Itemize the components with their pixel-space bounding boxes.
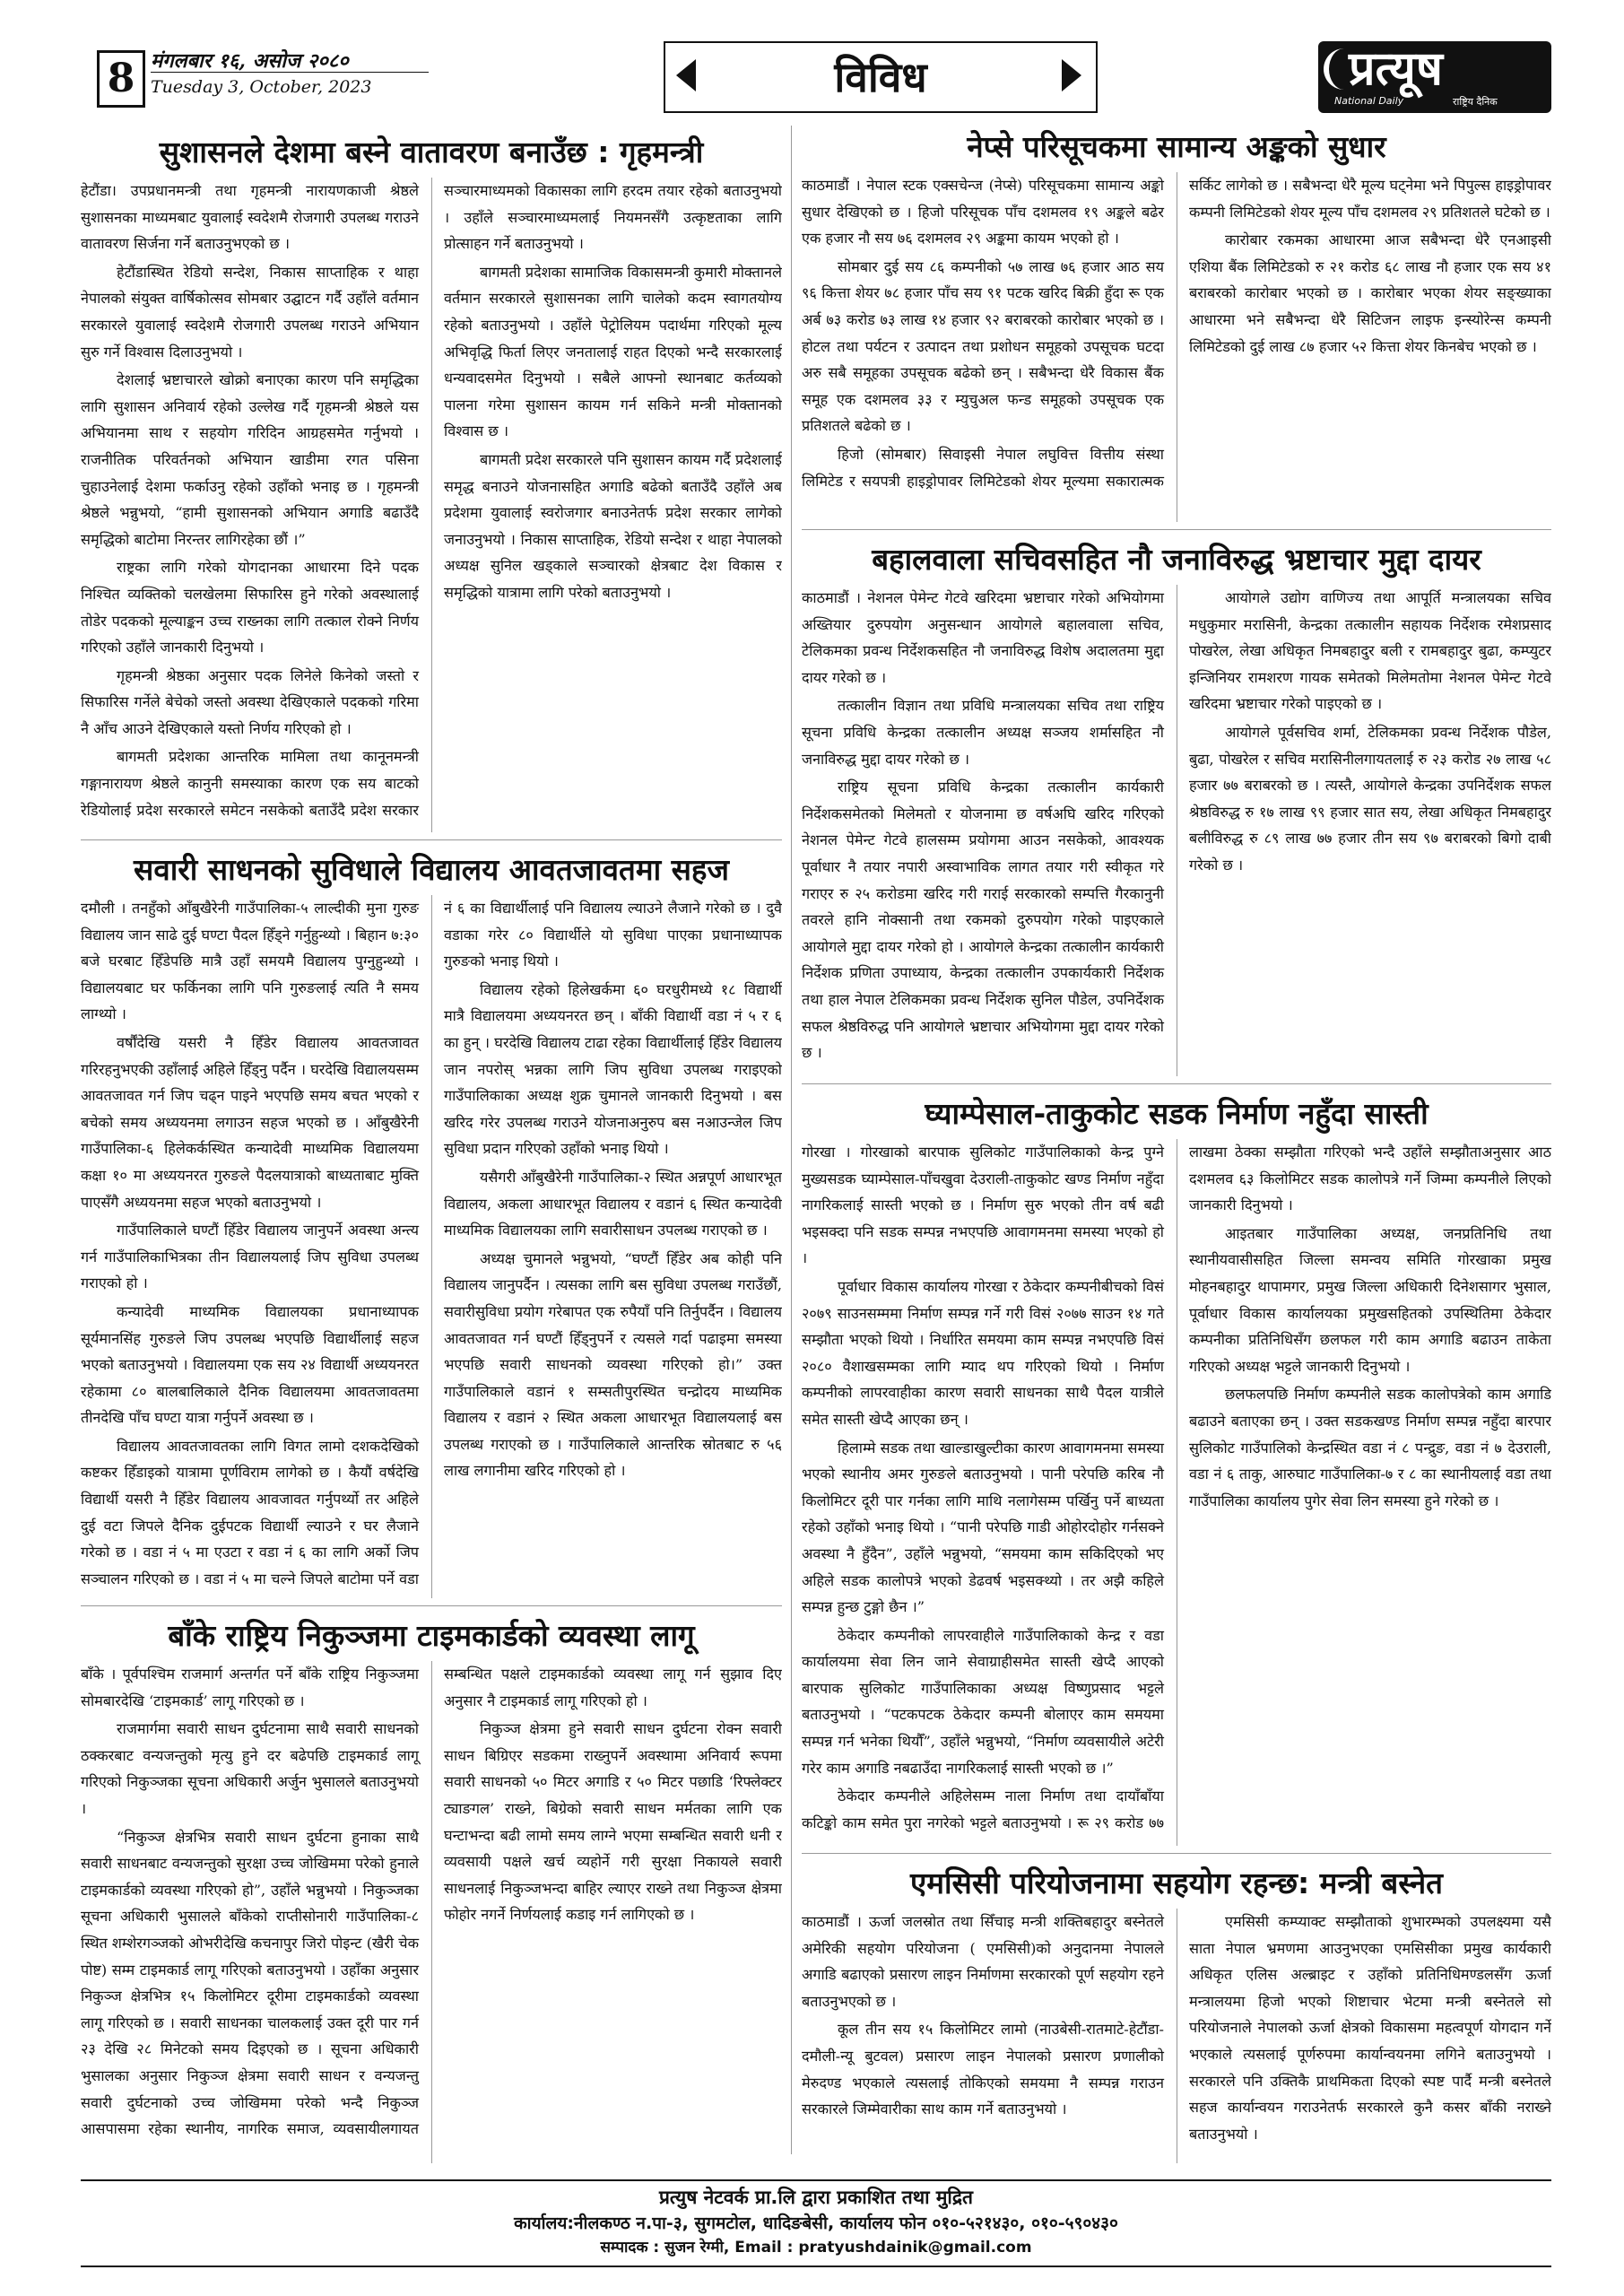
page-number: 8 <box>97 50 145 108</box>
paragraph: तत्कालीन विज्ञान तथा प्रविधि मन्त्रालयका सचिव तथा राष्ट्रिय सूचना प्रविधि केन्द्रका तत्कालीन अध्यक्ष सञ्जय शर्मासहित नौ जनाविरुद्ध मुद्दा दायर गरेको छ । <box>802 697 1164 768</box>
paragraph: दमौली । तनहुँको आँबुखैरेनी गाउँपालिका-५ लाल्दीकी मुना गुरुङ विद्यालय जान साढे दुई घण्टा पैदल हिँड्ने गर्नुहुन्थ्यो । बिहान ७:३० बजे घरबाट हिँडेपछि मात्रै उहाँ समयमै विद्यालय पुग्नुहुन्थ्यो । विद्यालयबाट घर फर्किनका लागि पनि गुरुङलाई त्यति नै समय लाग्थ्यो । <box>81 900 419 1023</box>
article-home-minister <box>81 131 782 832</box>
article-corruption-case <box>802 538 1551 1076</box>
paragraph: गृहमन्त्री श्रेष्ठका अनुसार पदक लिनेले किनेको जस्तो र सिफारिस गर्नेले बेचेको जस्तो अवस्था देखिएकाले पदकको गरिमा नै आँच आउने देखिएकाले यस्तो निर्णय गरिएको हो । <box>81 666 419 737</box>
section-rule <box>81 1605 782 1606</box>
paragraph: अध्यक्ष चुमानले भन्नुभयो, “घण्टौं हिँडेर अब कोही पनि विद्यालय जानुपर्दैन । त्यसका लागि बस सुविधा उपलब्ध गराउँछौं, सवारीसुविधा प्रयोग गरेबापत एक रुपैयाँ पनि तिर्नुपर्दैन । विद्यालय आवतजावत गर्न घण्टौं हिँड्नुपर्ने र त्यसले गर्दा पढाइमा समस्या भएपछि सवारी साधनको व्यवस्था गरिएको हो।” उक्त गाउँपालिकाले वडानं १ सम्सतीपुरस्थित चन्द्रोदय माध्यमिक विद्यालय र वडानं २ स्थित अकला आधारभूत विद्यालयलाई बस उपलब्ध गराएको छ । गाउँपालिकाले आन्तरिक स्रोतबाट रु ५६ लाख लगानीमा खरिद गरिएको हो । <box>444 1249 782 1480</box>
office-line: कार्यालय:नीलकण्ठ न.पा-३, सुगमटोल, धादिङबेसी, कार्यालय फोन ०१०-५२१४३०, ०१०-५९०४३० <box>514 2213 1118 2233</box>
paragraph: हिलाम्मे सडक तथा खाल्डाखुल्टीका कारण आवागमनमा समस्या भएको स्थानीय अमर गुरुङले बताउनुभयो । पानी परेपछि करिब नौ किलोमिटर दूरी पार गर्नका लागि माथि नलागेसम्म पर्खिनु पर्ने बाध्यता रहेको उहाँको भनाइ थियो । “पानी परेपछि गाडी ओहोरदोहोर गर्नसक्ने अवस्था नै हुँदैन”, उहाँले भन्नुभयो, “समयमा काम सकिदिएको भए अहिले सडक कालोपत्रे भएको डेढवर्ष भइसक्थ्यो । तर अझै कहिले सम्पन्न हुन्छ टुङ्गो छैन ।” <box>802 1439 1164 1616</box>
paragraph: बागमती प्रदेशका आन्तरिक मामिला तथा कानूनमन्त्री गङ्गानारायण श्रेष्ठले कानुनी समस्याका कारण एक सय बाटको रेडियोलाई प्रदेश सरकारले समेटन नसकेको बताउँदै प्रदेश सरकार सञ्चारमाध्यमको विकासका लागि हरदम तयार रहेको बताउनुभयो । उहाँले सञ्चारमाध्यमलाई नियमनसँगै उत्कृष्टताका लागि प्रोत्साहन गर्ने बताउनुभयो । <box>81 182 782 819</box>
logo-tag-np: राष्ट्रिय दैनिक <box>1453 96 1498 108</box>
article-school-transport <box>81 848 782 1598</box>
paragraph: देशलाई भ्रष्टाचारले खोक्रो बनाएका कारण पनि समृद्धिका लागि सुशासन अनिवार्य रहेको उल्लेख गर्दै गृहमन्त्री श्रेष्ठले यस अभियानमा साथ र सहयोग गरिदिन आग्रहसमेत गर्नुभयो । राजनीतिक परिवर्तनको अभियान खाडीमा रगत पसिना चुहाउनेलाई देशमा फर्काउनु रहेको उहाँको भनाइ छ । गृहमन्त्री श्रेष्ठले भन्नुभयो, “हामी सुशासनको अभियान अगाडि बढाउँदै समृद्धिको बाटोमा निरन्तर लागिरहेका छौं ।” <box>81 371 419 548</box>
headline: बहालवाला सचिवसहित नौ जनाविरुद्ध भ्रष्टाचार मुद्दा दायर <box>872 542 1481 577</box>
headline: घ्याम्पेसाल-ताकुकोट सडक निर्माण नहुँदा सास्ती <box>925 1096 1429 1131</box>
article-body <box>802 172 1551 522</box>
paragraph: आयोगले पूर्वसचिव शर्मा, टेलिकमका प्रवन्ध निर्देशक पौडेल, बुढा, पोखरेल र सचिव मरासिनीलगायतलाई रु २३ करोड २७ लाख ५८ हजार ७७ बराबरको छ । त्यस्तै, आयोगले केन्द्रका उपनिर्देशक सफल श्रेष्ठविरुद्ध रु १७ लाख ९९ हजार सात सय, लेखा अधिकृत निमबहादुर बलीविरुद्ध रु ८९ लाख ७७ हजार तीन सय ९७ बराबरको बिगो दाबी गरेको छ । <box>1189 723 1551 874</box>
date-english: Tuesday 3, October, 2023 <box>151 77 372 97</box>
article-mcc-project <box>802 1862 1551 2163</box>
paragraph: एमसिसी कम्प्याक्ट सम्झौताको शुभारम्भको उपलक्ष्यमा यसै साता नेपाल भ्रमणमा आउनुभएका एमसिसीका प्रमुख कार्यकारी अधिकृत एलिस अल्ब्राइट र उहाँको प्रतिनिधिमण्डलसँग ऊर्जा मन्त्रालयमा हिजो भएको शिष्टाचार भेटमा मन्त्री बस्नेतले सो परियोजनाले नेपालको ऊर्जा क्षेत्रको विकासमा महत्वपूर्ण योगदान गर्ने भएकाले त्यसलाई पूर्णरुपमा कार्यान्वयनमा लगिने बताउनुभयो । सरकारले पनि उक्तिकै प्राथमिकता दिएको स्पष्ट पार्दै मन्त्री बस्नेतले सहज कार्यान्वयन गराउनेतर्फ सरकारले कुनै कसर बाँकी नराख्ने बताउनुभयो । <box>1189 1913 1551 2143</box>
paragraph: बागमती प्रदेशका सामाजिक विकासमन्त्री कुमारी मोक्तानले वर्तमान सरकारले सुशासनका लागि चालेको कदम स्वागतयोग्य रहेको बताउनुभयो । उहाँले पेट्रोलियम पदार्थमा गरिएको मूल्य अभिवृद्धि फिर्ता लिएर जनतालाई राहत दिएको भन्दै सरकारलाई धन्यवादसमेत दिनुभयो । सबैले आफ्नो स्थानबाट कर्तव्यको पालना गरेमा सुशासन कायम गर्न सकिने मन्त्री मोक्तानको विश्वास छ । <box>444 263 782 440</box>
paragraph: सोमबार दुई सय ८६ कम्पनीको ५७ लाख ७६ हजार आठ सय ९६ कित्ता शेयर ७८ हजार पाँच सय ९१ पटक खरिद बिक्री हुँदा रू एक अर्ब ७३ करोड ७३ लाख १४ हजार ९२ बराबरको कारोबार भएको छ । होटल तथा पर्यटन र उत्पादन तथा प्रशोधन समूहको उपसूचक घटदा अरु सबै समूहका उपसूचक बढेको छन् । सबैभन्दा धेरै विकास बैंक समूह एक दशमलव ३३ र म्युचुअल फन्ड समूहको उपसूचक एक प्रतिशतले बढेको छ । <box>802 257 1164 435</box>
article-nepse-index <box>802 126 1551 522</box>
paragraph: बागमती प्रदेश सरकारले पनि सुशासन कायम गर्दै प्रदेशलाई समृद्ध बनाउने योजनासहित अगाडि बढेको बताउँदै उहाँले अब प्रदेशमा युवालाई स्वरोजगार बनाउनेतर्फ प्रदेश सरकार लागेको जनाउनुभयो । निकास साप्ताहिक, रेडियो सन्देश र थाहा नेपालको अध्यक्ष सुनिल खड्काले सञ्चारको क्षेत्रबाट देश विकास र समृद्धिको यात्रामा लागि परेको बताउनुभयो । <box>444 450 782 601</box>
paragraph: आयोगले उद्योग वाणिज्य तथा आपूर्ति मन्त्रालयका सचिव मधुकुमार मरासिनी, केन्द्रका तत्कालीन सहायक निर्देशक रमेशप्रसाद पोखरेल, लेखा अधिकृत निमबहादुर बली र रामबहादुर बुढा, कम्प्युटर इन्जिनियर रामशरण गायक समेतको मिलेमतोमा नेशनल पेमेन्ट गेटवे खरिदमा भ्रष्टाचार गरेको पाइएको छ । <box>1189 589 1551 713</box>
header-rule <box>151 72 429 73</box>
article-body <box>802 1909 1551 2163</box>
publisher-line: प्रत्युष नेटवर्क प्रा.लि द्वारा प्रकाशित तथा मुद्रित <box>658 2187 973 2208</box>
paragraph: निकुञ्ज क्षेत्रमा हुने सवारी साधन दुर्घटना रोक्न सवारी साधन बिग्रिएर सडकमा राख्नुपर्ने अवस्थामा अनिवार्य रूपमा सवारी साधनको ५० मिटर अगाडि र ५० मिटर पछाडि ‘रिफ्लेक्टर ट्याङगल’ राख्ने, बिग्रेको सवारी साधन मर्मतका लागि एक घन्टाभन्दा बढी लामो समय लाग्ने भएमा सम्बन्धित सवारी धनी र व्यवसायी पक्षले खर्च व्यहोर्ने गरी सुरक्षा निकायले सवारी साधनलाई निकुञ्जभन्दा बाहिर ल्याएर राख्ने तथा निकुञ्ज क्षेत्रमा फोहोर नगर्ने निर्णयलाई कडाइ गर्न लागिएको छ । <box>444 1720 782 1924</box>
date-nepali: मंगलबार १६, असोज २०८० <box>151 49 349 73</box>
paragraph: हेटौंडा। उपप्रधानमन्त्री तथा गृहमन्त्री नारायणकाजी श्रेष्ठले सुशासनका माध्यमबाट युवालाई स्वदेशमै रोजगारी उपलब्ध गराउने वातावरण सिर्जना गर्ने बताउनुभएको छ । <box>81 182 419 253</box>
paragraph: “निकुञ्ज क्षेत्रभित्र सवारी साधन दुर्घटना हुनाका साथै सवारी साधनबाट वन्यजन्तुको सुरक्षा उच्च जोखिममा परेको हुनाले टाइमकार्डको व्यवस्था गरिएको हो”, उहाँले भन्नुभयो । निकुञ्जका सूचना अधिकारी भुसालले बाँकेको राप्तीसोनारी गाउँपालिका-८ स्थित शम्शेरगञ्जको ओभरीदेखि कचनापुर जिरो पोइन्ट (खैरी चेक पोष्ट) सम्म टाइमकार्ड लागू गरिएको बताउनुभयो । उहाँका अनुसार निकुञ्ज क्षेत्रभित्र १५ किलोमिटर दूरीमा टाइमकार्डको व्यवस्था लागू गरिएको छ । सवारी साधनका चालकलाई उक्त दूरी पार गर्न २३ देखि २८ मिनेटको समय दिइएको छ । सूचना अधिकारी भुसालका अनुसार निकुञ्ज क्षेत्रमा सवारी साधन र वन्यजन्तु सवारी दुर्घटनाको उच्च जोखिममा परेको भन्दै निकुञ्ज आसपासमा रहेका स्थानीय, नागरिक समाज, व्यवसायीलगायत सम्बन्धित पक्षले टाइमकार्डको व्यवस्था लागू गर्न सुझाव दिए अनुसार नै टाइमकार्ड लागू गरिएको हो । <box>81 1665 782 2138</box>
paragraph: विद्यालय आवतजावतका लागि विगत लामो दशकदेखिको कष्टकर हिँडाइको यात्रामा पूर्णविराम लागेको छ । कैयौं वर्षदेखि विद्यार्थी यसरी नै हिँडेर विद्यालय आवजावत गर्नुपर्थ्यो तर अहिले दुई वटा जिपले दैनिक दुईपटक विद्यार्थी ल्याउने र घर लैजाने गरेको छ । वडा नं ५ मा एउटा र वडा नं ६ का लागि अर्को जिप सञ्चालन गरिएको छ । वडा नं ५ मा चल्ने जिपले बाटोमा पर्ने वडा नं ६ का विद्यार्थीलाई पनि विद्यालय ल्याउने लैजाने गरेको छ । दुवै वडाका गरेर ८० विद्यार्थीले यो सुविधा पाएका प्रधानाध्यापक गुरुङको भनाइ थियो । <box>81 900 782 1587</box>
paragraph: गाउँपालिकाले घण्टौं हिँडेर विद्यालय जानुपर्ने अवस्था अन्त्य गर्न गाउँपालिकाभित्रका तीन विद्यालयलाई जिप सुविधा उपलब्ध गराएको हो । <box>81 1222 419 1292</box>
paragraph: ठेकेदार कम्पनीको लापरवाहीले गाउँपालिकाको केन्द्र र वडा कार्यालयमा सेवा लिन जाने सेवाग्राहीसमेत सास्ती खेप्दै आएको बारपाक सुलिकोट गाउँपालिकाका अध्यक्ष विष्णुप्रसाद भट्टले बताउनुभयो । “पटकपटक ठेकेदार कम्पनी बोलाएर काम समयमा सम्पन्न गर्न भनेका थियौँ”, उहाँले भन्नुभयो, “निर्माण व्यवसायीले अटेरी गरेर काम अगाडि नबढाउँदा नागरिकलाई सास्ती भएको छ ।” <box>802 1626 1164 1777</box>
paragraph: यसैगरी आँबुखैरेनी गाउँपालिका-२ स्थित अन्नपूर्ण आधारभूत विद्यालय, अकला आधारभूत विद्यालय र वडानं ६ स्थित कन्यादेवी माध्यमिक विद्यालयका लागि सवारीसाधन उपलब्ध गराएको छ । <box>444 1168 782 1239</box>
paragraph: काठमाडौं । नेपाल स्टक एक्सचेन्ज (नेप्से) परिसूचकमा सामान्य अङ्को सुधार देखिएको छ । हिजो परिसूचक पाँच दशमलव १९ अङ्कले बढेर एक हजार नौ सय ७६ दशमलव २९ अङ्कमा कायम भएको हो । <box>802 177 1164 248</box>
paragraph: काठमाडौं । नेशनल पेमेन्ट गेटवे खरिदमा भ्रष्टाचार गरेको अभियोगमा अख्तियार दुरुपयोग अनुसन्धान आयोगले बहालवाला सचिव, टेलिकमका प्रवन्ध निर्देशकसहित नौ जनाविरुद्ध विशेष अदालतमा मुद्दा दायर गरेको छ । <box>802 589 1164 686</box>
section-rule <box>802 529 1551 530</box>
headline: नेप्से परिसूचकमा सामान्य अङ्कको सुधार <box>967 129 1386 164</box>
arrow-left-icon <box>676 59 696 91</box>
paragraph: कूल तीन सय १५ किलोमिटर लामो (नाउबेसी-रातमाटे-हेटौंडा-दमौली-न्यू बुटवल) प्रसारण लाइन नेपालको प्रसारण प्रणालीको मेरुदण्ड भएकाले त्यसलाई तोकिएको समयमा नै सम्पन्न गराउन सरकारले जिम्मेवारीका साथ काम गर्ने बताउनुभयो । <box>802 2021 1164 2118</box>
page-header <box>81 41 1551 118</box>
article-body <box>802 1139 1551 1846</box>
masthead-logo <box>1318 41 1551 113</box>
paragraph: कन्यादेवी माध्यमिक विद्यालयका प्रधानाध्यापक सूर्यमानसिंह गुरुङले जिप उपलब्ध भएपछि विद्यार्थीलाई सहज भएको बताउनुभयो । विद्यालयमा एक सय २४ विद्यार्थी अध्ययनरत रहेकामा ८० बालबालिकाले दैनिक विद्यालयमा आवतजावतमा तीनदेखि पाँच घण्टा यात्रा गर्नुपर्ने अवस्था छ । <box>81 1302 419 1427</box>
paragraph: राजमार्गमा सवारी साधन दुर्घटनामा साथै सवारी साधनको ठक्करबाट वन्यजन्तुको मृत्यु हुने दर बढेपछि टाइमकार्ड लागू गरिएको निकुञ्जका सूचना अधिकारी अर्जुन भुसालले बताउनुभयो । <box>81 1720 419 1817</box>
headline: बाँके राष्ट्रिय निकुञ्जमा टाइमकार्डको व्यवस्था लागू <box>168 1618 695 1653</box>
paragraph: बाँके । पूर्वपश्चिम राजमार्ग अन्तर्गत पर्ने बाँके राष्ट्रिय निकुञ्जमा सोमबारदेखि ‘टाइमकार्ड’ लागू गरिएको छ । <box>81 1665 419 1709</box>
headline: सुशासनले देशमा बस्ने वातावरण बनाउँछ : गृहमन्त्री <box>159 135 704 170</box>
paragraph: ठेकेदार कम्पनीले अहिलेसम्म नाला निर्माण तथा दायाँबाँया कटिङ्को काम समेत पुरा नगरेको भट्टले बताउनुभयो । रू २९ करोड ७७ लाखमा ठेक्का सम्झौता गरिएको भन्दै उहाँले सम्झौताअनुसार आठ दशमलव ६३ किलोमिटर सडक कालोपत्रे गर्ने जिम्मा कम्पनीले लिएको जानकारी दिनुभयो । <box>802 1144 1551 1831</box>
article-body <box>802 585 1551 1076</box>
article-body <box>81 178 782 832</box>
paragraph: राष्ट्रका लागि गरेको योगदानका आधारमा दिने पदक निश्चित व्यक्तिको चलखेलमा सिफारिस हुने गरेको अवस्थालाई तोडेर पदकको मूल्याङ्कन उच्च राख्नका लागि तत्काल रोक्ने निर्णय गरिएको उहाँले जानकारी दिनुभयो । <box>81 559 419 657</box>
paragraph: आइतबार गाउँपालिका अध्यक्ष, जनप्रतिनिधि तथा स्थानीयवासीसहित जिल्ला समन्वय समिति गोरखाका प्रमुख मोहनबहादुर थापामगर, प्रमुख जिल्ला अधिकारी दिनेशसागर भुसाल, पूर्वाधार विकास कार्यालयका प्रमुखसहितको उपस्थितिमा ठेकेदार कम्पनीका प्रतिनिधिसँग छलफल गरी काम अगाडि बढाउन ताकेता गरिएको अध्यक्ष भट्टले जानकारी दिनुभयो । <box>1189 1224 1551 1375</box>
article-body <box>81 895 782 1598</box>
editor-line: सम्पादक : सुजन रेग्मी, Email : pratyushdainik@gmail.com <box>600 2239 1032 2257</box>
section-rule <box>81 839 782 840</box>
arrow-right-icon <box>1062 59 1081 91</box>
logo-tag-en: National Daily <box>1334 95 1404 107</box>
article-banke-timecard <box>81 1614 782 2163</box>
paragraph: विद्यालय रहेको हिलेखर्कमा ६० घरधुरीमध्ये १८ विद्यार्थी मात्रै विद्यालयमा अध्ययनरत छन् । बाँकी विद्यार्थी वडा नं ५ र ६ का हुन् । घरदेखि विद्यालय टाढा रहेका विद्यार्थीलाई हिँडेर विद्यालय जान नपरोस् भन्नका लागि जिप सुविधा उपलब्ध गराइएको गाउँपालिकाका अध्यक्ष शुक्र चुमानले जानकारी दिनुभयो । बस खरिद गरेर उपलब्ध गराउने योजनाअनुरुप बस नआउन्जेल जिप सुविधा प्रदान गरिएको उहाँको भनाइ थियो । <box>444 980 782 1158</box>
section-title: विविध <box>664 41 1098 113</box>
imprint-footer <box>81 2179 1551 2267</box>
logo-name: प्रत्यूष <box>1349 42 1443 96</box>
column-divider <box>791 126 792 2154</box>
paragraph: राष्ट्रिय सूचना प्रविधि केन्द्रका तत्कालीन कार्यकारी निर्देशकसमेतको मिलेमतो र योजनामा छ वर्षअघि खरिद गरिएको नेशनल पेमेन्ट गेटवे हालसम्म प्रयोगमा आउन नसकेको, आवश्यक पूर्वाधार नै तयार नपारी अस्वाभाविक लागत तयार गरी स्वीकृत गरे गराएर रु २५ करोडमा खरिद गरी गराई सरकारको सम्पत्ति गैरकानुनी तवरले हानि नोक्सानी तथा रकमको दुरुपयोग गरेको पाइएकाले आयोगले मुद्दा दायर गरेको हो । आयोगले केन्द्रका तत्कालीन कार्यकारी निर्देशक प्रणिता उपाध्याय, केन्द्रका तत्कालीन उपकार्यकारी निर्देशक तथा हाल नेपाल टेलिकमका प्रवन्ध निर्देशक सुनिल पौडेल, उपनिर्देशक सफल श्रेष्ठविरुद्ध पनि आयोगले भ्रष्टाचार अभियोगमा मुद्दा दायर गरेको छ । <box>802 778 1164 1062</box>
paragraph: हेटौंडास्थित रेडियो सन्देश, निकास साप्ताहिक र थाहा नेपालको संयुक्त वार्षिकोत्सव सोमबार उद्घाटन गर्दै उहाँले वर्तमान सरकारले युवालाई स्वदेशमै रोजगारी उपलब्ध गराउने अभियान सुरु गर्ने विश्वास दिलाउनुभयो । <box>81 263 419 361</box>
headline: एमसिसी परियोजनामा सहयोग रहन्छ: मन्त्री बस्नेत <box>910 1866 1443 1900</box>
article-body <box>81 1661 782 2163</box>
paragraph: काठमाडौं । ऊर्जा जलस्रोत तथा सिँचाइ मन्त्री शक्तिबहादुर बस्नेतले अमेरिकी सहयोग परियोजना ( एमसिसी)को अनुदानमा नेपालले अगाडि बढाएको प्रसारण लाइन निर्माणमा सरकारको पूर्ण सहयोग रहने बताउनुभएको छ । <box>802 1913 1164 2010</box>
paragraph: कारोबार रकमका आधारमा आज सबैभन्दा धेरै एनआइसी एशिया बैंक लिमिटेडको रु २१ करोड ६८ लाख नौ हजार एक सय ४१ बराबरको कारोबार भएको छ । कारोबार भएका शेयर सङ्ख्याका आधारमा भने सबैभन्दा धेरै सिटिजन लाइफ इन्स्योरेन्स कम्पनी लिमिटेडको दुई लाख ८७ हजार ५२ कित्ता शेयर किनबेच भएको छ । <box>1189 231 1551 355</box>
section-rule <box>802 1083 1551 1084</box>
section-rule <box>802 1853 1551 1854</box>
paragraph: गोरखा । गोरखाको बारपाक सुलिकोट गाउँपालिकाको केन्द्र पुग्ने मुख्यसडक घ्याम्पेसाल-पाँचखुवा देउराली-ताकुकोट खण्ड निर्माण नहुँदा नागरिकलाई सास्ती भएको छ । निर्माण सुरु भएको तीन वर्ष बढी भइसक्दा पनि सडक सम्पन्न नभएपछि आवागमनमा समस्या भएको हो । <box>802 1144 1164 1267</box>
paragraph: पूर्वाधार विकास कार्यालय गोरखा र ठेकेदार कम्पनीबीचको विसं २०७९ साउनसम्ममा निर्माण सम्पन्न गर्ने गरी विसं २०७७ साउन १४ गते सम्झौता भएको थियो । निर्धारित समयमा काम सम्पन्न नभएपछि विसं २०८० वैशाखसम्मका लागि म्याद थप गरिएको थियो । निर्माण कम्पनीको लापरवाहीका कारण सवारी साधनका साथै पैदल यात्रीले समेत सास्ती खेप्दै आएका छन् । <box>802 1277 1164 1428</box>
paragraph: वर्षौंदेखि यसरी नै हिँडेर विद्यालय आवतजावत गरिरहनुभएकी उहाँलाई अहिले हिँड्नु पर्दैन । घरदेखि विद्यालयसम्म आवतजावत गर्न जिप चढ्न पाइने भएपछि समय बचत भएको र बचेको समय अध्ययनमा लगाउन सहज भएको छ । आँबुखैरेनी गाउँपालिका-६ हिलेकर्कस्थित कन्यादेवी माध्यमिक विद्यालयमा कक्षा १० मा अध्ययनरत गुरुङले पैदलयात्राको बाध्यताबाट मुक्ति पाएसँगै अध्ययनमा सहज भएको बताउनुभयो । <box>81 1033 419 1211</box>
paragraph: छलफलपछि निर्माण कम्पनीले सडक कालोपत्रेको काम अगाडि बढाउने बताएका छन् । उक्त सडकखण्ड निर्माण सम्पन्न नहुँदा बारपार सुलिकोट गाउँपालिको केन्द्रस्थित वडा नं ८ पन्द्रुङ, वडा नं ७ देउराली, वडा नं ६ ताकु, आरुघाट गाउँपालिका-७ र ८ का स्थानीयलाई वडा तथा गाउँपालिका कार्यालय पुगेर सेवा लिन समस्या हुने गरेको छ । <box>1189 1386 1551 1509</box>
headline: सवारी साधनको सुविधाले विद्यालय आवतजावतमा सहज <box>134 852 729 887</box>
article-road-construction <box>802 1092 1551 1846</box>
paragraph: हिजो (सोमबार) सिवाइसी नेपाल लघुवित्त वित्तीय संस्था लिमिटेड र सयपत्री हाइड्रोपावर लिमिटेडको शेयर मूल्यमा सकारात्मक सर्किट लागेको छ । सबैभन्दा धेरै मूल्य घट्नेमा भने पिपुल्स हाइड्रोपावर कम्पनी लिमिटेडको शेयर मूल्य पाँच दशमलव २९ प्रतिशतले घटेको छ । <box>802 177 1551 490</box>
